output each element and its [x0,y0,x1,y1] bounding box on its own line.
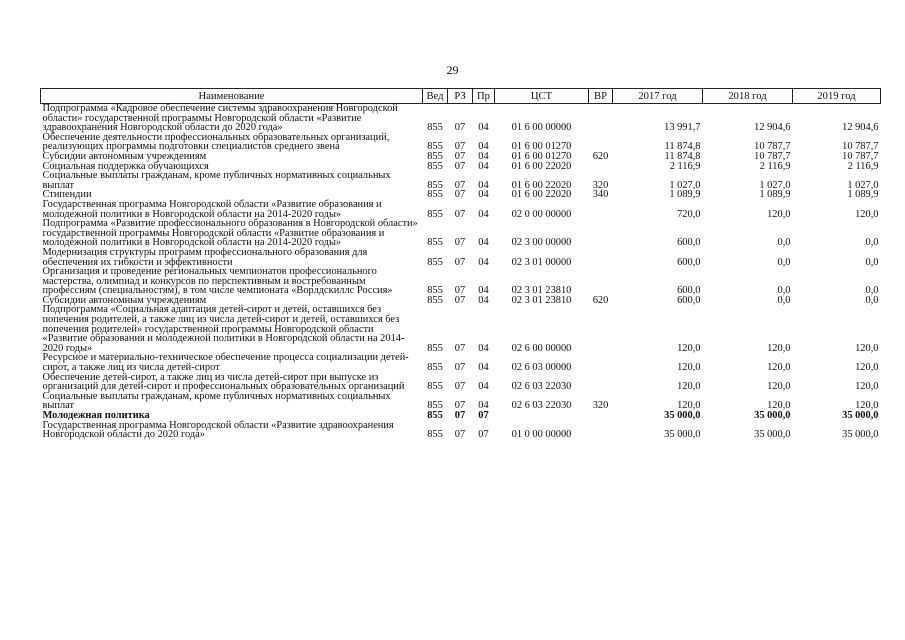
table-row [41,248,881,267]
row-vr [589,421,613,440]
row-vr [589,267,613,296]
row-vr: 620 [592,294,609,306]
row-value-2019: 0,0 [865,237,879,249]
row-value-2018: 10 787,7 [754,150,791,162]
row-value-2019: 12 904,6 [842,122,879,134]
row-cst: 01 6 00 01270 [511,141,572,153]
row-value-2018: 1 027,0 [759,179,791,191]
row-value-2018: 12 904,6 [754,122,791,134]
row-ved: 855 [427,179,443,191]
row-vr [589,104,613,133]
row-pr: 04 [478,208,489,220]
row-pr: 04 [478,122,489,134]
row-value-2019: 120,0 [855,400,879,412]
row-rz: 07 [454,237,466,249]
row-rz: 07 [454,256,466,268]
row-value-2017: 120,0 [677,381,701,393]
row-value-2018: 120,0 [767,208,791,220]
row-value-2017: 1 089,9 [669,189,701,201]
row-cst: 01 6 00 22020 [511,179,572,191]
row-value-2017: 35 000,0 [664,410,701,421]
row-name: Стипендии [42,189,92,201]
header-vr: ВР [589,89,613,104]
row-value-2017: 120,0 [677,362,701,374]
row-rz: 07 [454,189,466,201]
row-cst: 01 6 00 00000 [511,122,572,134]
row-cst: 02 3 01 23810 [511,285,572,297]
row-value-2017: 720,0 [677,208,701,220]
row-pr: 04 [478,381,489,393]
row-value-2018: 2 116,9 [759,160,791,172]
row-name: Модернизация структуры программ профессионального образования для обеспечения их гибкости и эффективности [42,246,368,268]
row-value-2019: 0,0 [865,256,879,268]
row-cst: 02 6 03 00000 [511,362,572,374]
row-pr: 04 [478,237,489,249]
row-rz: 07 [454,141,466,153]
table-row [41,171,881,190]
row-value-2017: 35 000,0 [664,429,701,441]
row-pr: 07 [478,410,489,421]
row-ved: 855 [427,122,443,134]
row-name: Подпрограмма «Социальная адаптация детей-сирот и детей, оставшихся без попечения родителей, а также лиц из числа детей-сирот и детей, оставшихся без попечения родителей» государственной программы Новгородской области «Развитие образования и молодежной политики в Новгородской области на 2014-2020 годы» [42,304,405,354]
row-value-2018: 120,0 [767,400,791,412]
row-rz: 07 [454,362,466,374]
row-cst: 02 6 03 22030 [511,381,572,393]
header-2017: 2017 год [613,89,703,104]
row-name: Социальные выплаты гражданам, кроме публичных нормативных социальных выплат [42,170,391,191]
row-value-2017: 1 027,0 [669,179,701,191]
row-value-2017: 13 991,7 [664,122,701,134]
row-rz: 07 [454,285,466,297]
row-ved: 855 [427,342,443,354]
row-value-2018: 0,0 [777,256,791,268]
row-name: Социальная поддержка обучающихся [42,160,209,172]
row-pr: 04 [478,285,489,297]
row-ved: 855 [427,410,443,421]
row-cst: 02 6 00 00000 [511,342,572,354]
table-row [41,267,881,296]
row-cst: 02 3 01 00000 [511,256,572,268]
row-pr: 04 [478,150,489,162]
row-value-2017: 600,0 [677,237,701,249]
row-value-2018: 0,0 [777,285,791,297]
row-vr: 340 [592,189,609,201]
row-value-2017: 11 874,8 [664,141,701,153]
row-pr: 04 [478,179,489,191]
row-name: Социальные выплаты гражданам, кроме публичных нормативных социальных выплат [42,390,391,412]
row-pr: 04 [478,342,489,354]
header-name: Наименование [41,89,423,104]
table-row [41,133,881,152]
row-ved: 855 [427,237,443,249]
header-2019: 2019 год [793,89,881,104]
row-name: Молодежная политика [42,410,150,421]
row-name: Субсидии автономным учреждениям [42,294,207,306]
row-value-2018: 0,0 [777,237,791,249]
row-cst: 02 3 01 23810 [511,294,572,306]
row-value-2017: 120,0 [677,400,701,412]
row-value-2019: 10 787,7 [842,141,879,153]
row-value-2017: 11 874,8 [664,150,701,162]
row-name: Субсидии автономным учреждениям [42,150,207,162]
row-pr: 04 [478,362,489,374]
header-2018: 2018 год [703,89,793,104]
header-pr: Пр [473,89,495,104]
row-ved: 855 [427,160,443,172]
row-value-2019: 35 000,0 [842,410,879,421]
row-value-2019: 120,0 [855,362,879,374]
budget-table [40,88,881,440]
row-ved: 855 [427,294,443,306]
row-cst: 01 0 00 00000 [511,429,572,441]
row-cst: 02 0 00 00000 [511,208,572,220]
row-value-2018: 1 089,9 [759,189,791,201]
row-vr [589,373,613,392]
row-value-2019: 35 000,0 [842,429,879,441]
row-rz: 07 [454,381,466,393]
row-rz: 07 [454,294,466,306]
row-cst: 01 6 00 22020 [511,189,572,201]
row-value-2018: 35 000,0 [754,429,791,441]
row-value-2019: 1 027,0 [847,179,879,191]
row-ved: 855 [427,400,443,412]
row-ved: 855 [427,150,443,162]
row-value-2019: 1 089,9 [847,189,879,201]
row-value-2019: 120,0 [855,208,879,220]
row-value-2017: 600,0 [677,294,701,306]
row-pr: 04 [478,400,489,412]
row-ved: 855 [427,381,443,393]
row-vr [589,200,613,219]
row-ved: 855 [427,285,443,297]
table-row [41,353,881,372]
row-value-2019: 120,0 [855,342,879,354]
row-vr [589,219,613,248]
row-name: Обеспечение детей-сирот, а также лиц из числа детей-сирот при выпуске из организаций для детей-сирот и профессиональных образовательных организаций [42,371,405,393]
row-name: Подпрограмма «Кадровое обеспечение системы здравоохранения Новгородской области» государственной программы Новгородской области «Развитие здравоохранения Новгородской области до 2020 года» [42,103,398,134]
table-row [41,200,881,219]
row-name: Государственная программа Новгородской области «Развитие здравоохранения Новгородской области до 2020 года» [42,419,394,441]
row-rz: 07 [454,429,466,441]
table-row [41,104,881,133]
row-value-2019: 120,0 [855,381,879,393]
row-rz: 07 [454,400,466,412]
row-cst: 01 6 00 01270 [511,150,572,162]
row-value-2018: 120,0 [767,362,791,374]
row-cst [495,411,589,421]
row-vr [589,133,613,152]
row-ved: 855 [427,362,443,374]
row-rz: 07 [454,150,466,162]
row-ved: 855 [427,429,443,441]
table-row [41,219,881,248]
row-rz: 07 [454,179,466,191]
header-cst: ЦСТ [495,89,589,104]
row-pr: 04 [478,141,489,153]
row-rz: 07 [454,342,466,354]
row-name: Ресурсное и материально-техническое обеспечение процесса социализации детей-сирот, а также лиц из числа детей-сирот [42,352,409,374]
row-ved: 855 [427,208,443,220]
row-vr [589,248,613,267]
table-row [41,421,881,440]
header-rz: РЗ [448,89,473,104]
row-vr [589,305,613,353]
row-rz: 07 [454,122,466,134]
row-name: Обеспечение деятельности профессиональных образовательных организаций, реализующих программы подготовки специалистов среднего звена [42,131,390,153]
row-rz: 07 [454,410,466,421]
table-row [41,392,881,411]
row-value-2017: 600,0 [677,285,701,297]
row-vr [589,411,613,421]
row-pr: 04 [478,256,489,268]
table-body [41,104,881,440]
row-pr: 04 [478,294,489,306]
row-value-2017: 2 116,9 [669,160,701,172]
row-rz: 07 [454,160,466,172]
row-vr: 320 [592,400,609,412]
row-cst: 02 3 00 00000 [511,237,572,249]
row-name: Организация и проведение региональных чемпионатов профессионального мастерства, олимпиад и конкурсов по перспективным и востребованным профессиям (специальностям), в том числе чемпионата «Ворлдскиллс Россия» [42,266,393,297]
table-row [41,305,881,353]
row-value-2018: 35 000,0 [754,410,791,421]
row-ved: 855 [427,256,443,268]
row-name: Государственная программа Новгородской области «Развитие образования и молодежной политики в Новгородской области на 2014-2020 годы» [42,198,382,220]
row-value-2018: 10 787,7 [754,141,791,153]
row-vr: 620 [592,150,609,162]
row-value-2017: 600,0 [677,256,701,268]
row-vr [589,353,613,372]
row-value-2018: 0,0 [777,294,791,306]
row-value-2019: 0,0 [865,294,879,306]
row-value-2018: 120,0 [767,342,791,354]
row-name: Подпрограмма «Развитие профессионального образования в Новгородской области» государственной программы Новгородской области «Развитие образования и молодежной политики в Новгородской области на 2014-2020 годы» [42,218,418,249]
row-value-2017: 120,0 [677,342,701,354]
row-cst: 02 6 03 22030 [511,400,572,412]
row-vr: 320 [592,179,609,191]
row-pr: 07 [478,429,489,441]
row-pr: 04 [478,160,489,172]
row-value-2018: 120,0 [767,381,791,393]
table-header-row [41,89,881,104]
header-ved: Вед [423,89,448,104]
table-row [41,373,881,392]
row-rz: 07 [454,208,466,220]
row-value-2019: 10 787,7 [842,150,879,162]
row-ved: 855 [427,189,443,201]
row-value-2019: 2 116,9 [847,160,879,172]
row-cst: 01 6 00 22020 [511,160,572,172]
row-pr: 04 [478,189,489,201]
page-number: 29 [446,63,459,77]
row-value-2019: 0,0 [865,285,879,297]
row-vr [589,162,613,172]
row-ved: 855 [427,141,443,153]
